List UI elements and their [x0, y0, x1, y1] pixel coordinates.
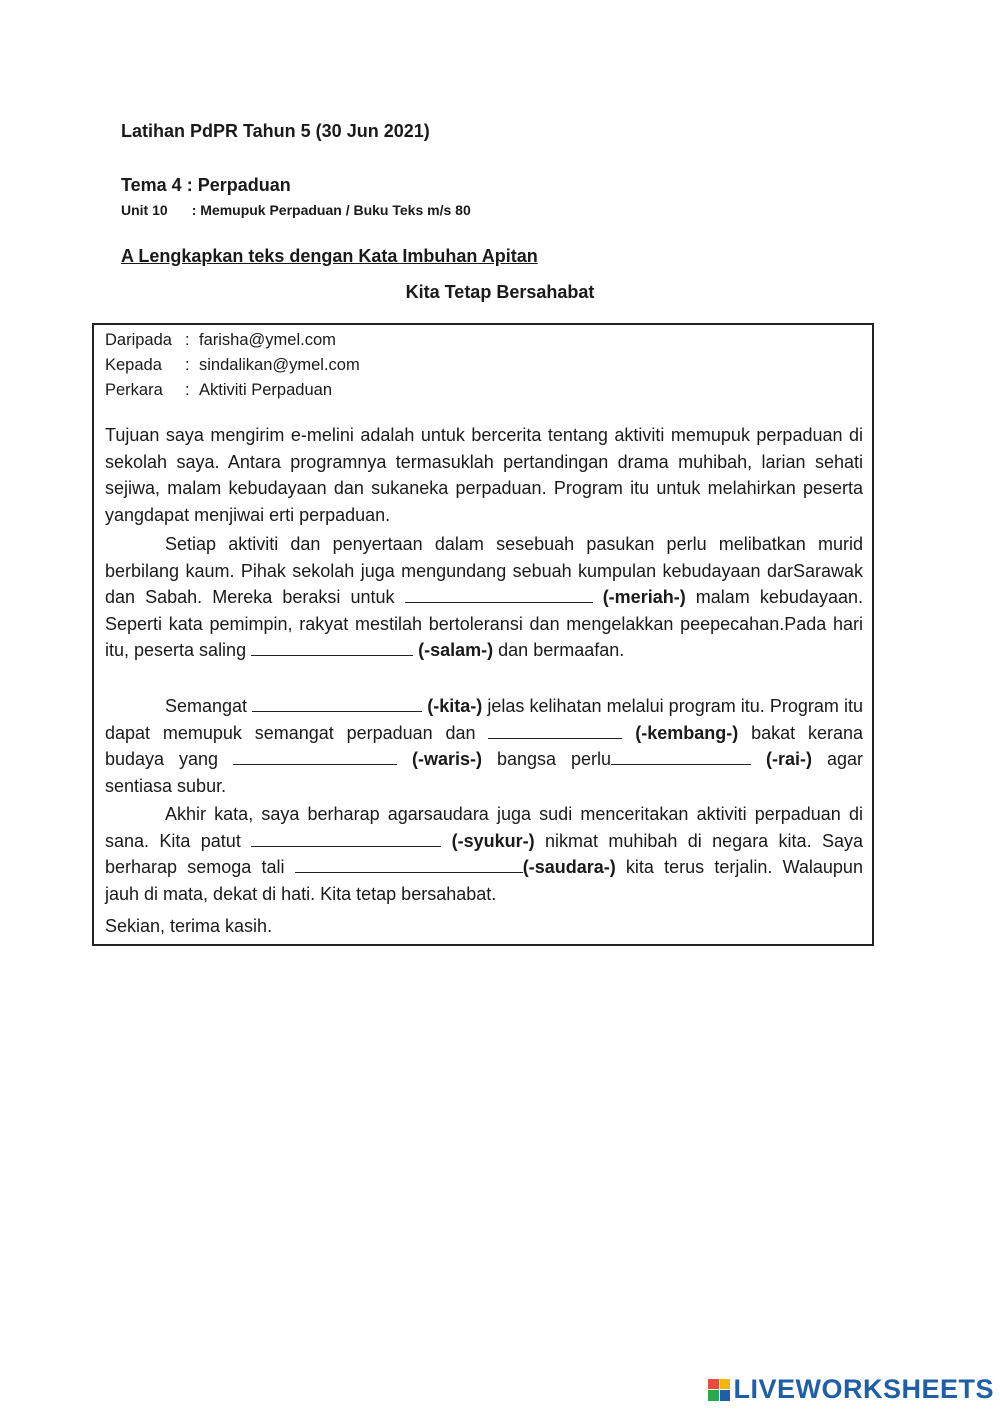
paragraph-1: Tujuan saya mengirim e-melini adalah untuk bercerita tentang aktiviti memupuk perpaduan di sekolah saya. Antara programnya termasuklah pertandingan drama muhibah, larian sehati sejiwa, malam kebudayaan dan sukaneka perpaduan. Program itu untuk melahirkan peserta yangdapat menjiwai erti perpaduan. — [105, 425, 863, 525]
paragraph-3: Semangat (-kita-) jelas kelihatan melalui program itu. Program itu dapat memupuk semangat perpaduan dan (-kembang-) bakat kerana budaya yang (-waris-) bangsa perlu (-rai-) agar sentiasa subur. — [105, 693, 863, 799]
root-word-rai: (-rai-) — [765, 749, 812, 769]
root-word-saudara: (-saudara-) — [522, 857, 616, 877]
answer-blank-waris[interactable] — [233, 746, 397, 765]
root-word-salam: (-salam-) — [418, 640, 494, 660]
answer-blank-kita[interactable] — [252, 693, 422, 712]
email-from-row: Daripada : farisha@ymel.com — [105, 331, 336, 349]
root-word-kita: (-kita-) — [427, 696, 483, 716]
liveworksheets-logo-icon — [708, 1379, 730, 1401]
section-instruction: A Lengkapkan teks dengan Kata Imbuhan Apitan — [121, 246, 538, 266]
answer-blank-saudara[interactable] — [295, 854, 523, 873]
paragraph-2: Setiap aktiviti dan penyertaan dalam sesebuah pasukan perlu melibatkan murid berbilang kaum. Pihak sekolah juga mengundang sebuah kumpulan kebudayaan darSarawak dan Sabah. Mereka beraksi untuk (-meriah-) malam kebudayaan. Seperti kata pemimpin, rakyat mestilah bertoleransi dan mengelakkan peepecahan.Pada hari itu, peserta saling (-salam-) dan bermaafan. — [105, 534, 863, 660]
closing-line: Sekian, terima kasih. — [105, 916, 273, 936]
paragraph-4: Akhir kata, saya berharap agarsaudara juga sudi menceritakan aktiviti perpaduan di sana. Kita patut (-syukur-) nikmat muhibah di negara kita. Saya berharap semoga tali (-saudara-) kita terus terjalin. Walaupun jauh di mata, dekat di hati. Kita tetap bersahabat. — [105, 804, 863, 904]
unit-heading — [121, 202, 471, 218]
story-title: Kita Tetap Bersahabat — [405, 282, 595, 302]
to-value: sindalikan@ymel.com — [199, 356, 360, 374]
answer-blank-kembang[interactable] — [488, 720, 622, 739]
to-label: Kepada — [105, 356, 162, 374]
subject-label: Perkara — [105, 381, 163, 399]
root-word-waris: (-waris-) — [411, 749, 482, 769]
unit-text: : Memupuk Perpaduan / Buku Teks m/s 80 — [191, 202, 471, 218]
root-word-kembang: (-kembang-) — [635, 722, 739, 743]
liveworksheets-logo-text: LIVEWORKSHEETS — [733, 1374, 994, 1404]
root-word-syukur: (-syukur-) — [451, 830, 535, 851]
answer-blank-rai[interactable] — [611, 746, 751, 765]
root-word-meriah: (-meriah-) — [602, 587, 686, 607]
liveworksheets-logo — [708, 1374, 994, 1405]
unit-label: Unit 10 — [121, 202, 168, 218]
theme-heading: Tema 4 : Perpaduan — [121, 175, 291, 195]
worksheet-title: Latihan PdPR Tahun 5 (30 Jun 2021) — [121, 121, 430, 141]
subject-value: Aktiviti Perpaduan — [199, 381, 332, 399]
answer-blank-syukur[interactable] — [251, 828, 441, 847]
answer-blank-salam[interactable] — [251, 637, 413, 656]
email-to-row: Kepada : sindalikan@ymel.com — [105, 356, 360, 374]
from-value: farisha@ymel.com — [199, 331, 336, 349]
answer-blank-meriah[interactable] — [405, 584, 593, 603]
email-subject-row: Perkara : Aktiviti Perpaduan — [105, 381, 332, 399]
from-label: Daripada — [105, 331, 172, 349]
